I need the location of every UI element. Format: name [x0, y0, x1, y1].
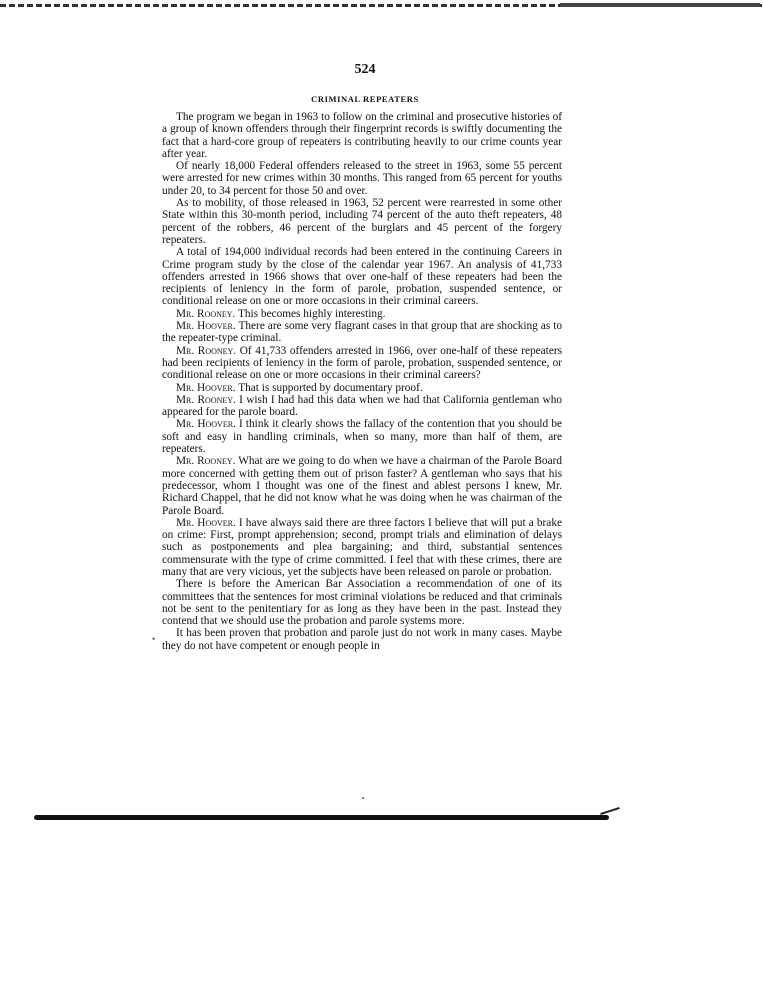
- bottom-scan-rule-tail: [600, 807, 620, 815]
- paragraph-text: This becomes highly interesting.: [235, 307, 386, 320]
- paragraph: [162, 627, 562, 652]
- paragraph-text: It has been proven that probation and parole just do not work in many cases. Maybe they do not have competent or enough people in: [162, 627, 562, 652]
- paragraph-text: Of nearly 18,000 Federal offenders released to the street in 1963, some 55 percent were arrested for new crimes within 30 months. This ranged from 65 percent for youths under 20, to 34 percent for those 50 and over.: [162, 160, 562, 197]
- speaker-name: Mr. Rooney.: [176, 455, 236, 468]
- speaker-name: Mr. Rooney.: [176, 307, 236, 320]
- paragraph-text: There is before the American Bar Association a recommendation of one of its committees that the sentences for most criminal violations be reduced and that criminals not be sent to the penitentiary for as long as they have been in the past. Instead they contend that we should use the probation and parole systems more.: [162, 578, 562, 628]
- speaker-name: Mr. Hoover.: [176, 381, 236, 394]
- section-heading: CRIMINAL REPEATERS: [311, 94, 419, 104]
- dialogue-paragraph: [162, 517, 562, 578]
- speaker-name: Mr. Hoover.: [176, 418, 236, 431]
- paragraph: [162, 197, 562, 246]
- paragraph-text: The program we began in 1963 to follow on the criminal and prosecutive histories of a group of known offenders through their fingerprint records is swiftly documenting the fact that a hard-core group of repeaters is contributing heavily to our crime counts year after year.: [162, 111, 562, 160]
- paragraph: [162, 578, 562, 627]
- dialogue-paragraph: [162, 382, 562, 394]
- paragraph-text: That is supported by documentary proof.: [235, 381, 423, 394]
- top-scan-rule-solid: [560, 3, 760, 7]
- speaker-name: Mr. Hoover.: [176, 516, 236, 529]
- paragraph: [162, 111, 562, 160]
- dialogue-paragraph: [162, 455, 562, 516]
- paragraph-text: I have always said there are three factors I believe that will put a brake on crime: First, prompt apprehension; second, prompt trials and elimination of delays such as postponements and plea bargaining; and third, substantial sentences commensurate with the type of crime committed. I feel that with these crimes, there are many that are very vicious, yet the subjects have been released on parole or probation.: [162, 516, 562, 578]
- paragraph-text: I wish I had had this data when we had that California gentleman who appeared for the parole board.: [162, 393, 562, 419]
- paragraph: [162, 160, 562, 197]
- dialogue-paragraph: [162, 418, 562, 455]
- body-text: [162, 111, 562, 652]
- paragraph-text: I think it clearly shows the fallacy of the contention that you should be soft and easy in handling criminals, when so many, more than half of them, are repeaters.: [162, 418, 562, 456]
- dialogue-paragraph: [162, 320, 562, 345]
- page-number: 524: [354, 62, 376, 77]
- scan-speck: •: [152, 634, 156, 644]
- paragraph-text: A total of 194,000 individual records had been entered in the continuing Careers in Crime program study by the close of the calendar year 1967. An analysis of 41,733 offenders arrested in 1966 shows that over one-half of these repeaters had been the recipients of leniency in the form of parole, probation, suspended sentence, or conditional release on one or more occasions in their criminal careers.: [162, 246, 562, 308]
- dialogue-paragraph: [162, 394, 562, 419]
- dialogue-paragraph: [162, 345, 562, 382]
- paragraph-text: There are some very flagrant cases in that group that are shocking as to the repeater-type criminal.: [162, 320, 562, 345]
- paragraph-text: What are we going to do when we have a chairman of the Parole Board more concerned with getting them out of prison faster? A gentleman who says that his predecessor, whom I thought was one of the finest and ablest persons I knew, Mr. Richard Chappel, that he did not know what he was doing when he was chairman of the Parole Board.: [162, 455, 562, 517]
- dialogue-paragraph: [162, 308, 562, 320]
- speaker-name: Mr. Rooney.: [176, 393, 236, 406]
- speaker-name: Mr. Rooney.: [176, 344, 237, 357]
- speaker-name: Mr. Hoover.: [176, 320, 236, 333]
- paragraph-text: Of 41,733 offenders arrested in 1966, over one-half of these repeaters had been recipients of leniency in the form of parole, probation, suspended sentence, or conditional release on one or more occasions in their criminal careers?: [162, 344, 562, 382]
- bottom-scan-rule: [34, 815, 609, 820]
- scan-dot: [362, 797, 364, 799]
- paragraph: [162, 246, 562, 307]
- paragraph-text: As to mobility, of those released in 1963, 52 percent were rearrested in some other State within this 30-month period, including 74 percent of the auto theft repeaters, 48 percent of the robbers, 46 percent of the burglars and 45 percent of the forgery repeaters.: [162, 197, 562, 246]
